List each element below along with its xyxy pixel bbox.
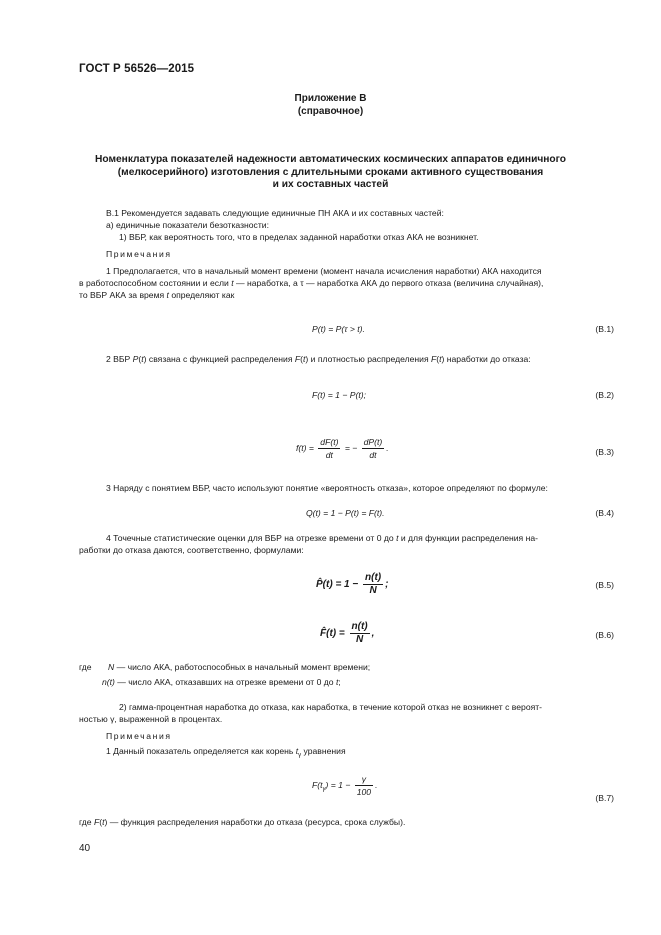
equation-b3: f(t) = $\frac{dF(t)}{dt}$ = − $\frac{dP(t)}{dt}$ .: [296, 437, 389, 460]
notes-heading: Примечания: [106, 249, 172, 259]
equation-number-b4: (В.4): [595, 508, 614, 518]
item-a-1: 1) ВБР, как вероятность того, что в пределах заданной наработки отказ АКА не возникнет.: [119, 232, 479, 242]
clause-b1: В.1 Рекомендуется задавать следующие единичные ПН АКА и их составных частей:: [106, 208, 444, 218]
note-5: 1 Данный показатель определяется как корень $t_\gamma$ уравнения: [106, 746, 346, 759]
note-1-line-3: то ВБР АКА за время t определяют как: [79, 290, 235, 300]
title-line-2: (мелкосерийного) изготовления с длительными сроками активного существования: [117, 166, 544, 178]
equation-b4: Q(t) = 1 − P(t) = F(t).: [306, 508, 385, 518]
where-def-n-total: N — число АКА, работоспособных в начальный момент времени;: [108, 662, 371, 672]
equation-b6: F̂(t) = $\frac{n(t)}{N}$ ,: [320, 621, 375, 645]
equation-b2: F(t) = 1 − P(t);: [312, 390, 366, 400]
equation-number-b5: (В.5): [595, 580, 614, 590]
page-number: 40: [79, 843, 91, 854]
note-4-line-1: 4 Точечные статистические оценки для ВБР на отрезке времени от 0 до t и для функции распределения на-: [106, 533, 538, 543]
equation-number-b1: (В.1): [595, 324, 614, 334]
where-def-n-failed: n(t) — число АКА, отказавших на отрезке времени от 0 до t;: [102, 677, 341, 687]
note-1-line-1: 1 Предполагается, что в начальный момент времени (момент начала исчисления наработки) АКА находится: [106, 266, 542, 276]
equation-b7: $F(t_\gamma) = 1$ − $\frac{\gamma}{100}$ .: [312, 774, 378, 797]
document-header: ГОСТ Р 56526—2015: [79, 63, 195, 75]
note-2: 2 ВБР P(t) связана с функцией распределения F(t) и плотностью распределения F(t) наработки до отказа:: [106, 354, 531, 364]
title-line-3: и их составных частей: [272, 179, 389, 190]
equation-number-b2: (В.2): [595, 390, 614, 400]
note-4-line-2: работки до отказа даются, соответственно, формулами:: [79, 545, 304, 555]
equation-number-b3: (В.3): [595, 447, 614, 457]
item-a-2-line-1: 2) гамма-процентная наработка до отказа, как наработка, в течение которой отказ не возникнет с вероят-: [119, 702, 543, 712]
appendix-heading: [0, 92, 661, 118]
section-title: [0, 154, 661, 192]
where-def-f: где F(t) — функция распределения наработки до отказа (ресурса, срока службы).: [79, 817, 406, 827]
equation-b1: P(t) = P(τ > t).: [312, 324, 365, 334]
notes-heading-2: Примечания: [106, 731, 172, 741]
equation-number-b7: (В.7): [595, 793, 614, 803]
title-line-1: Номенклатура показателей надежности автоматических космических аппаратов единичного: [95, 154, 566, 165]
note-1-line-2: в работоспособном состоянии и если t — наработка, а τ — наработка АКА до первого отказа (величина случайная),: [79, 278, 544, 288]
item-a: а) единичные показатели безотказности:: [106, 220, 269, 230]
appendix-kind: (справочное): [297, 106, 364, 117]
where-label: где: [79, 662, 92, 672]
item-a-2-line-2: ностью γ, выраженной в процентах.: [79, 714, 223, 724]
equation-number-b6: (В.6): [595, 630, 614, 640]
appendix-label: Приложение В: [294, 93, 367, 104]
note-3: 3 Наряду с понятием ВБР, часто используют понятие «вероятность отказа», которое определяют по формуле:: [106, 483, 548, 493]
equation-b5: P̂(t) = 1 − $\frac{n(t)}{N}$ ;: [316, 572, 389, 596]
